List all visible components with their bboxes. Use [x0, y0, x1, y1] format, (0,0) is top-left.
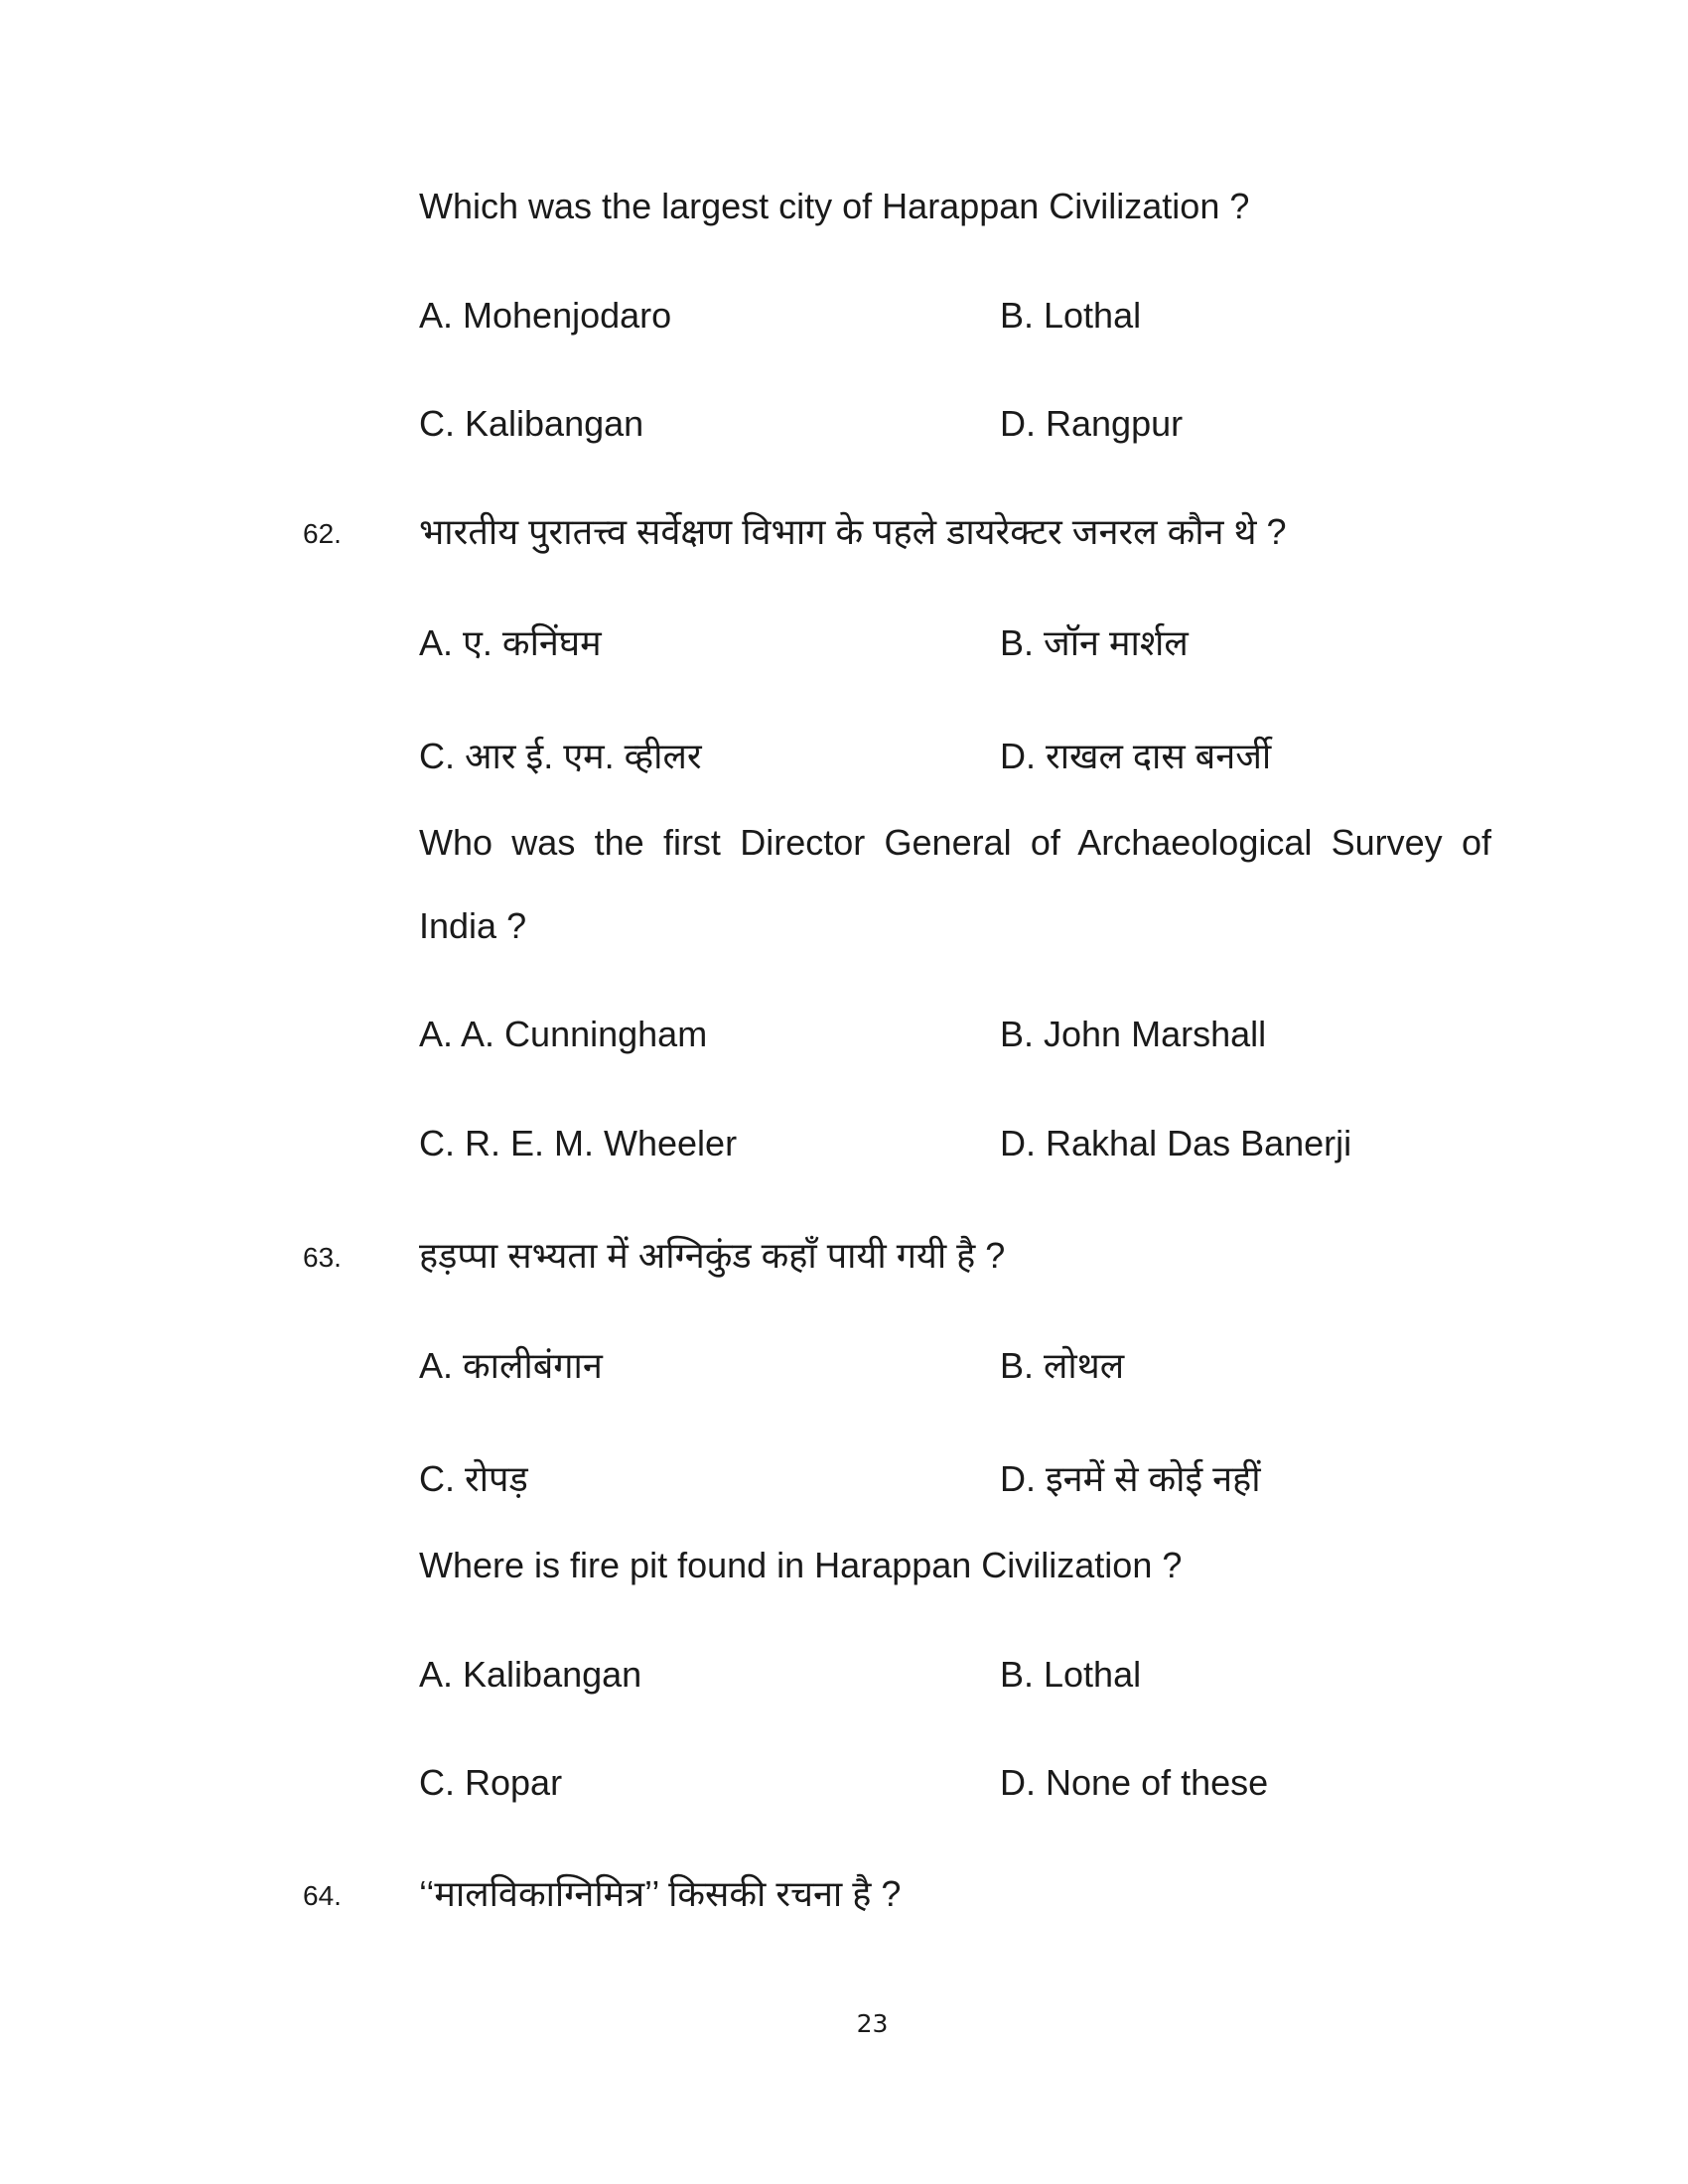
q63-english-text: Where is fire pit found in Harappan Civilization ? — [419, 1545, 1183, 1585]
q63-option-d-hindi: D. इनमें से कोई नहीं — [1000, 1458, 1261, 1499]
q63-option-d: D. None of these — [1000, 1762, 1269, 1803]
q62-option-b: B. John Marshall — [1000, 1014, 1267, 1054]
q62-option-b-hindi: B. जॉन मार्शल — [1000, 622, 1189, 663]
q62-english-line-1: Who was the first Director General of Archaeological Survey of — [419, 822, 1491, 863]
q61-option-a: A. Mohenjodaro — [419, 295, 672, 336]
q63-hindi-text: हड़प्पा सभ्यता में अग्निकुंड कहाँ पायी गयी है ? — [419, 1235, 1006, 1276]
q61-english-text: Which was the largest city of Harappan Civilization ? — [419, 186, 1250, 226]
q62-english-line-2: India ? — [419, 905, 527, 946]
q62-hindi-text: भारतीय पुरातत्त्व सर्वेक्षण विभाग के पहले डायरेक्टर जनरल कौन थे ? — [419, 511, 1287, 552]
q62-option-a: A. A. Cunningham — [419, 1014, 708, 1054]
q62-option-c: C. R. E. M. Wheeler — [419, 1123, 738, 1163]
q64-hindi-text: ‘‘मालविकाग्निमित्र’’ किसकी रचना है ? — [419, 1873, 902, 1914]
q63-option-b: B. Lothal — [1000, 1654, 1142, 1695]
q63-option-c: C. Ropar — [419, 1762, 563, 1803]
q61-option-b: B. Lothal — [1000, 295, 1142, 336]
q62-option-d-hindi: D. राखल दास बनर्जी — [1000, 736, 1272, 776]
q62-option-a-hindi: A. ए. कनिंघम — [419, 622, 602, 663]
q62-option-c-hindi: C. आर ई. एम. व्हीलर — [419, 736, 702, 776]
q63-number: 63. — [303, 1242, 342, 1273]
q62-number: 62. — [303, 518, 342, 549]
q63-option-c-hindi: C. रोपड़ — [419, 1458, 528, 1499]
q63-option-a: A. Kalibangan — [419, 1654, 642, 1695]
q63-option-a-hindi: A. कालीबंगान — [419, 1345, 603, 1386]
q62-option-d: D. Rakhal Das Banerji — [1000, 1123, 1352, 1163]
q63-option-b-hindi: B. लोथल — [1000, 1345, 1125, 1386]
q61-option-d: D. Rangpur — [1000, 403, 1184, 444]
q61-option-c: C. Kalibangan — [419, 403, 644, 444]
q64-number: 64. — [303, 1880, 342, 1911]
page-number: 23 — [856, 2009, 889, 2038]
